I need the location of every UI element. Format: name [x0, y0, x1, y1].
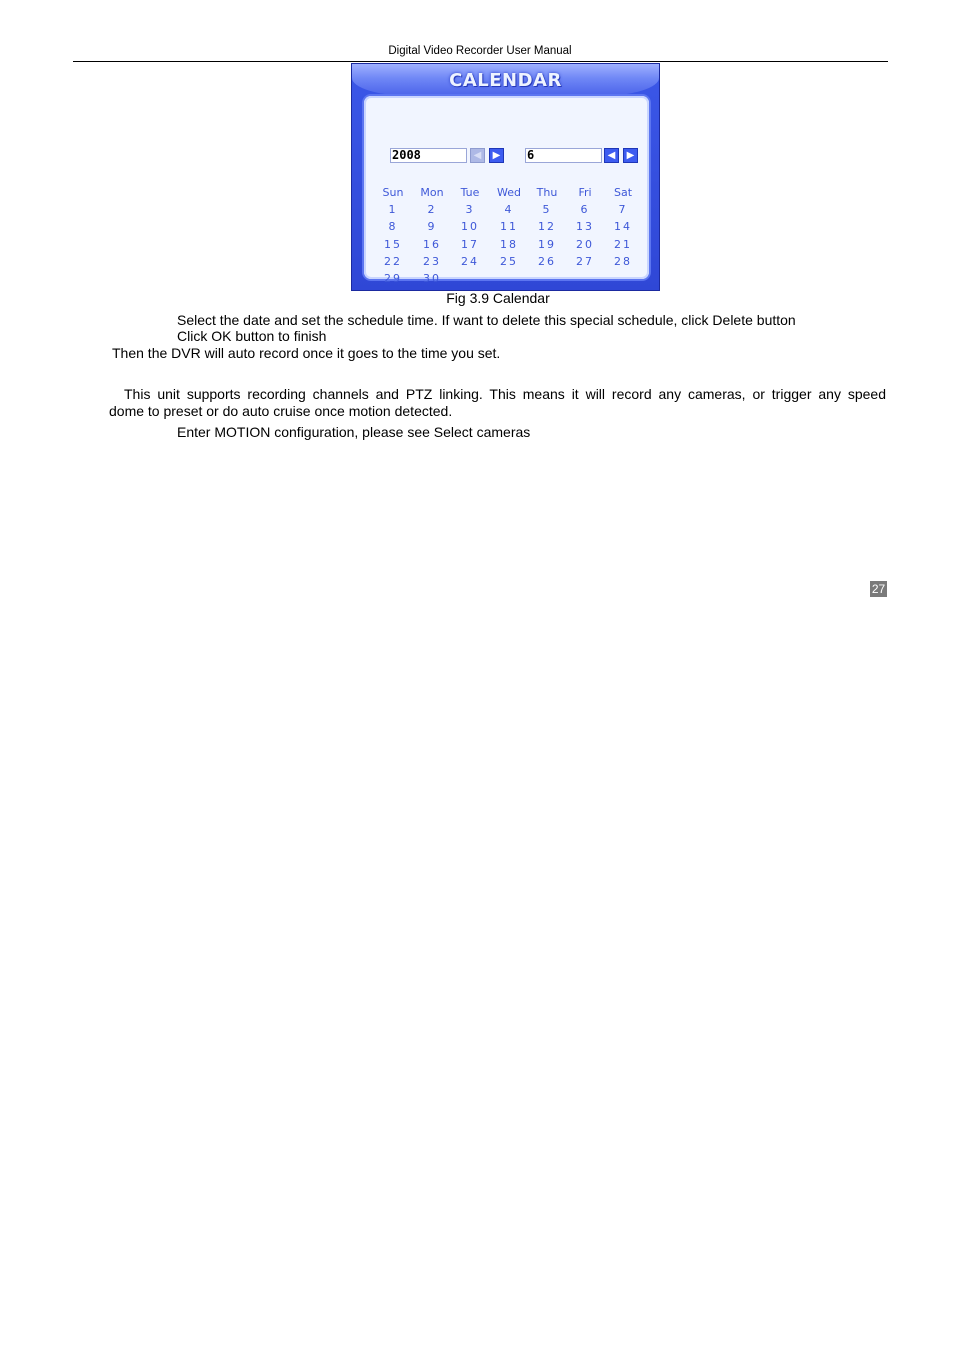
- arrow-left-icon: ◀: [473, 150, 482, 161]
- year-next-button[interactable]: [489, 148, 504, 163]
- weekday-header: Sat: [613, 186, 633, 199]
- calendar-day[interactable]: 28: [614, 254, 632, 268]
- figure-caption: Fig 3.9 Calendar: [446, 290, 550, 306]
- calendar-day[interactable]: 19: [538, 237, 556, 251]
- weekday-header: Sun: [382, 186, 404, 199]
- step-enter-motion: Enter MOTION configuration, please see Select cameras: [177, 424, 531, 440]
- calendar-day[interactable]: 18: [500, 237, 518, 251]
- calendar-day[interactable]: 15: [384, 237, 402, 251]
- calendar-day[interactable]: 27: [576, 254, 594, 268]
- then-line: Then the DVR will auto record once it goes to the time you set.: [112, 345, 501, 361]
- calendar-day[interactable]: 7: [618, 203, 628, 216]
- arrow-left-icon: ◀: [607, 150, 616, 161]
- calendar-day[interactable]: 23: [423, 254, 441, 268]
- month-prev-button[interactable]: [604, 148, 619, 163]
- calendar-day[interactable]: 13: [576, 220, 594, 234]
- calendar-day[interactable]: 6: [580, 203, 590, 216]
- motion-paragraph-line-2: dome to preset or do auto cruise once motion detected.: [109, 403, 453, 419]
- calendar-day[interactable]: 30: [423, 272, 441, 286]
- arrow-right-icon: ▶: [492, 150, 501, 161]
- calendar-panel: [364, 96, 649, 286]
- calendar-day[interactable]: 9: [427, 220, 437, 234]
- calendar-day[interactable]: 29: [384, 272, 402, 286]
- motion-paragraph-line-1: This unit supports recording channels and PTZ linking. This means it will record any cameras, or trigger any speed: [124, 386, 886, 402]
- month-next-button[interactable]: [623, 148, 638, 163]
- calendar-day[interactable]: 22: [384, 254, 402, 268]
- year-prev-button[interactable]: [470, 148, 485, 163]
- motion-paragraph: [109, 386, 886, 420]
- running-header: Digital Video Recorder User Manual: [388, 45, 572, 57]
- page-number: 27: [871, 582, 886, 596]
- calendar-day[interactable]: 11: [500, 220, 518, 234]
- calendar-day[interactable]: 8: [388, 220, 398, 234]
- calendar-day[interactable]: 26: [538, 254, 556, 268]
- calendar-titlebar: [352, 64, 659, 96]
- calendar-day[interactable]: 25: [500, 254, 518, 268]
- weekday-header: Fri: [578, 186, 592, 199]
- calendar-day[interactable]: 21: [614, 237, 632, 251]
- calendar-title: CALENDAR: [449, 70, 562, 91]
- weekday-header: Mon: [420, 186, 444, 199]
- calendar-window: [351, 63, 660, 291]
- calendar-day[interactable]: 24: [461, 254, 479, 268]
- weekday-header: Wed: [497, 186, 521, 199]
- calendar-day[interactable]: 2: [427, 203, 437, 216]
- calendar-day[interactable]: 1: [388, 203, 398, 216]
- step-select-date: Select the date and set the schedule time. If want to delete this special schedule, click Delete button: [177, 312, 796, 328]
- calendar-day[interactable]: 16: [423, 237, 441, 251]
- step-click-ok: Click OK button to finish: [177, 328, 327, 344]
- weekday-header: Thu: [536, 186, 558, 199]
- calendar-day[interactable]: 14: [614, 220, 632, 234]
- calendar-day[interactable]: 10: [461, 220, 479, 234]
- header-rule: [73, 61, 888, 62]
- arrow-right-icon: ▶: [626, 150, 635, 161]
- calendar-day[interactable]: 3: [465, 203, 475, 216]
- calendar-day[interactable]: 4: [504, 203, 514, 216]
- month-field[interactable]: 6: [525, 148, 602, 163]
- calendar-day[interactable]: 17: [461, 237, 479, 251]
- calendar-day[interactable]: 20: [576, 237, 594, 251]
- weekday-header: Tue: [460, 186, 480, 199]
- year-field[interactable]: 2008: [390, 148, 467, 163]
- calendar-day[interactable]: 12: [538, 220, 556, 234]
- calendar-day[interactable]: 5: [542, 203, 552, 216]
